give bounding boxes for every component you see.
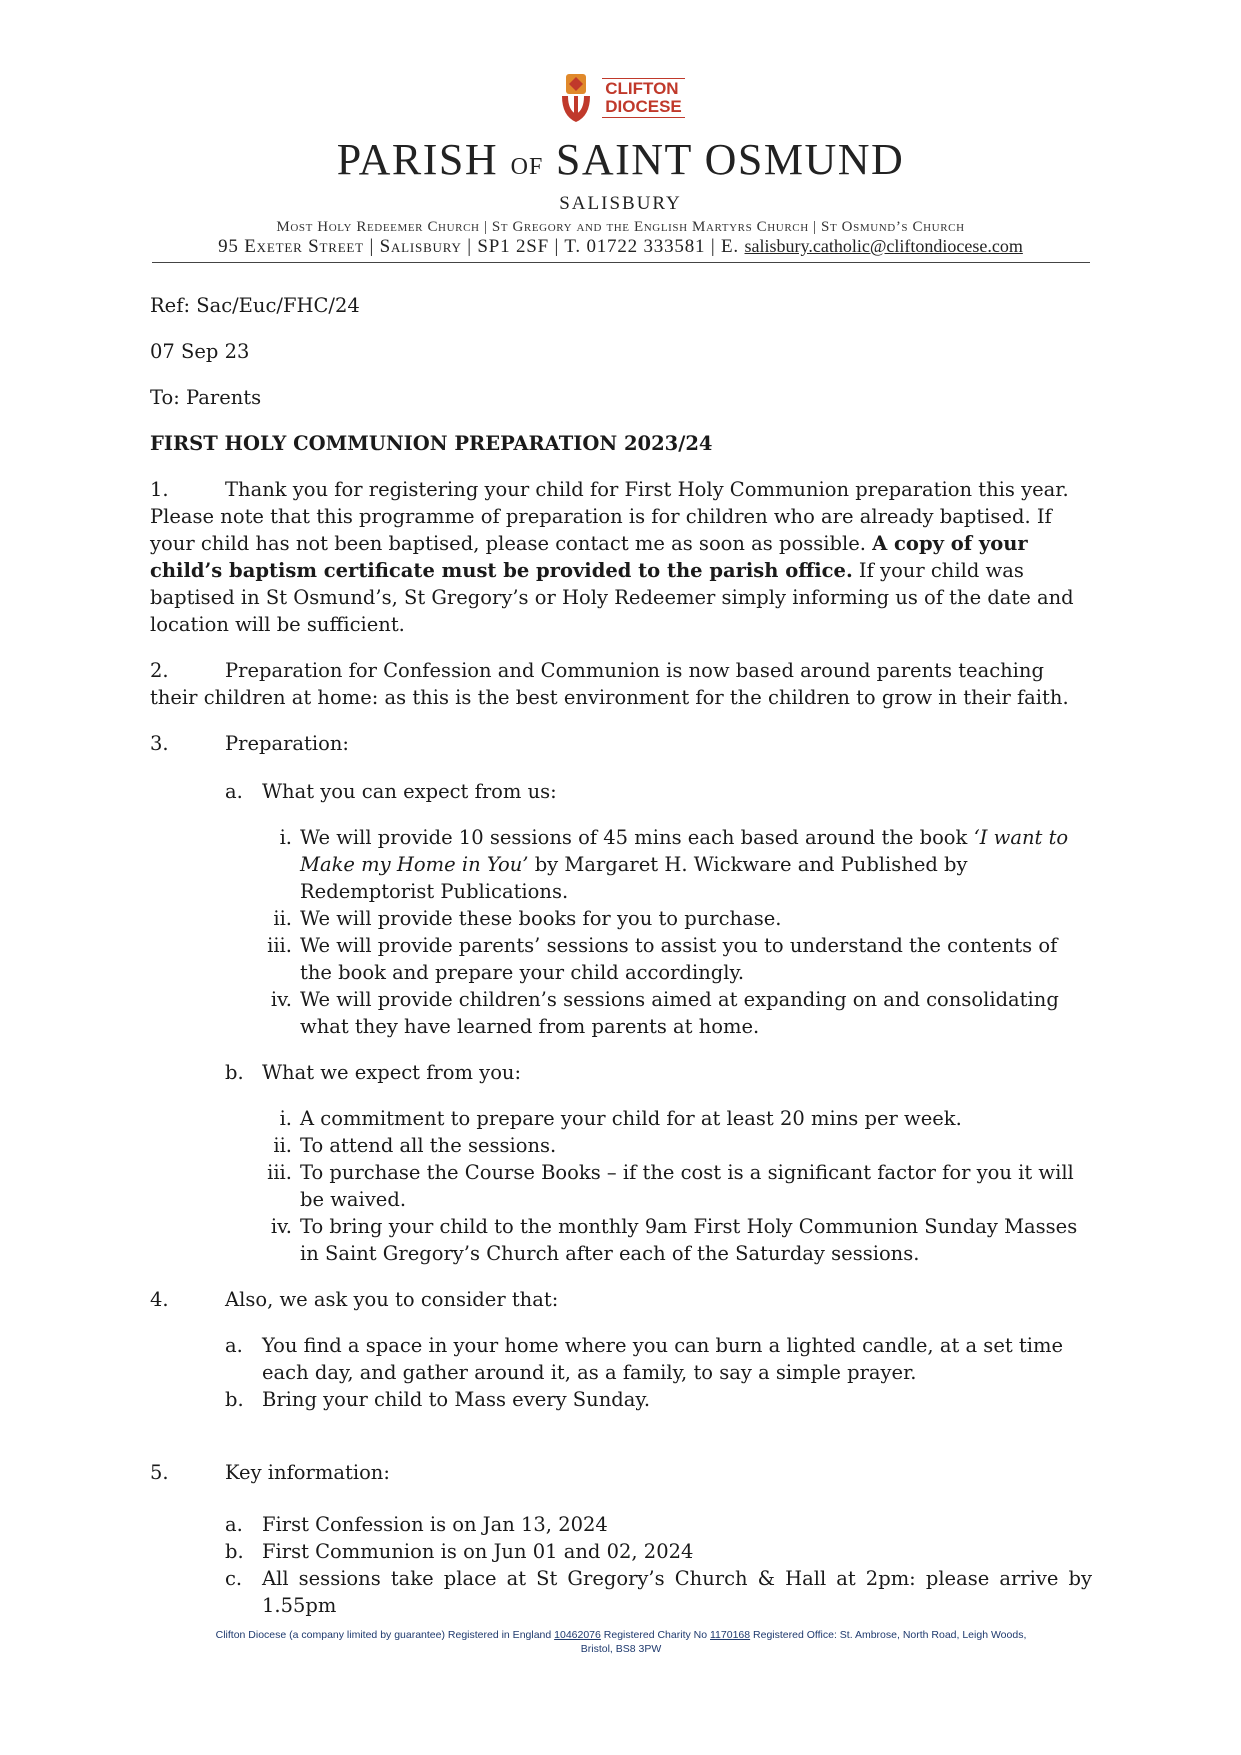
paragraph-5-text: Key information: <box>225 1461 390 1484</box>
footer-text: Clifton Diocese (a company limited by guarantee) Registered in England <box>215 1629 555 1641</box>
letter-title: FIRST HOLY COMMUNION PREPARATION 2023/24 <box>150 432 713 455</box>
paragraph-2 <box>150 657 1092 711</box>
parish-title-of: OF <box>510 154 544 180</box>
item-text: Bring your child to Mass every Sunday. <box>262 1388 651 1411</box>
section-3a-list <box>267 824 1092 1040</box>
page-footer <box>150 1628 1092 1656</box>
company-reg-number[interactable]: 10462076 <box>554 1629 601 1641</box>
address-text: 95 Exeter Street | Salisbury | SP1 2SF | T. 01722 333581 | E. <box>218 236 739 257</box>
item-label: i. <box>279 1107 292 1130</box>
item-label: i. <box>279 826 292 849</box>
list-item <box>225 1386 1092 1413</box>
diocese-crest-icon <box>556 72 596 124</box>
item-label: ii. <box>273 1134 292 1157</box>
section-3a-heading <box>225 778 1092 805</box>
item-label: b. <box>225 1061 244 1084</box>
item-text: First Communion is on Jun 01 and 02, 2024 <box>262 1540 694 1563</box>
item-label: a. <box>225 1334 243 1357</box>
list-item <box>267 932 1092 986</box>
diocese-logo <box>556 72 685 124</box>
list-item <box>225 1332 1092 1386</box>
footer-text: Registered Charity No <box>600 1629 710 1641</box>
letterhead <box>0 72 1241 258</box>
item-label: ii. <box>273 907 292 930</box>
email-link[interactable]: salisbury.catholic@cliftondiocese.com <box>744 236 1023 256</box>
logo-line-2: DIOCESE <box>605 97 682 116</box>
recipient: To: Parents <box>150 386 262 409</box>
paragraph-number: 2. <box>150 659 169 682</box>
section-4-list <box>225 1332 1092 1413</box>
item-text: We will provide 10 sessions of 45 mins each based around the book <box>300 826 974 849</box>
paragraph-1-text-a: Thank you for registering your child for First Holy Communion preparation this year. Please note that this programme of preparation is for children who are already baptised. If your child has not been baptised, please contact me as soon as possible. <box>150 478 1069 555</box>
book-title: ‘I want to Make my Home in You’ <box>300 826 1069 876</box>
paragraph-1-text-b: If your child was baptised in St Osmund’s, St Gregory’s or Holy Redeemer simply informing us of the date and location will be sufficient. <box>150 559 1074 636</box>
item-text: To purchase the Course Books – if the cost is a significant factor for you it will be waived. <box>300 1161 1074 1211</box>
item-text: First Confession is on Jan 13, 2024 <box>262 1513 608 1536</box>
paragraph-number: 3. <box>150 732 169 755</box>
paragraph-2-text: Preparation for Confession and Communion is now based around parents teaching their children at home: as this is the best environment for the children to grow in their faith. <box>150 659 1069 709</box>
item-label: iv. <box>270 988 292 1011</box>
item-text: You find a space in your home where you can burn a lighted candle, at a set time each day, and gather around it, as a family, to say a simple prayer. <box>262 1334 1063 1384</box>
list-item <box>270 1213 1092 1267</box>
item-text: We will provide children’s sessions aimed at expanding on and consolidating what they have learned from parents at home. <box>300 988 1059 1038</box>
parish-title-part1: PARISH <box>336 135 499 184</box>
paragraph-number: 5. <box>150 1461 169 1484</box>
letter-body <box>150 292 1092 1638</box>
letter-date: 07 Sep 23 <box>150 340 250 363</box>
parish-title <box>0 136 1241 191</box>
section-3a-text: What you can expect from us: <box>262 780 557 803</box>
paragraph-1 <box>150 476 1092 638</box>
paragraph-4-text: Also, we ask you to consider that: <box>225 1288 559 1311</box>
list-item <box>279 1105 1092 1132</box>
item-label: a. <box>225 1513 243 1536</box>
item-text: A commitment to prepare your child for at least 20 mins per week. <box>300 1107 962 1130</box>
item-label: c. <box>225 1567 243 1590</box>
section-3b-heading <box>225 1059 1092 1086</box>
list-item <box>225 1565 1092 1619</box>
paragraph-5 <box>150 1459 1092 1486</box>
item-text: All sessions take place at St Gregory’s Church & Hall at 2pm: please arrive by 1.55pm <box>262 1567 1092 1617</box>
item-label: b. <box>225 1388 244 1411</box>
section-5-list <box>225 1511 1092 1619</box>
logo-text <box>602 78 685 118</box>
item-text: by Margaret H. Wickware and Published by Redemptorist Publications. <box>300 853 968 903</box>
paragraph-number: 4. <box>150 1288 169 1311</box>
paragraph-4 <box>150 1286 1092 1313</box>
item-label: a. <box>225 780 243 803</box>
paragraph-3-text: Preparation: <box>225 732 349 755</box>
footer-line-2: Bristol, BS8 3PW <box>580 1643 662 1655</box>
city-name: SALISBURY <box>559 193 682 214</box>
list-item <box>225 1511 1092 1538</box>
list-item <box>279 824 1092 905</box>
list-item <box>270 986 1092 1040</box>
item-text: To bring your child to the monthly 9am First Holy Communion Sunday Masses in Saint Gregory’s Church after each of the Saturday sessions. <box>300 1215 1078 1265</box>
churches-line: Most Holy Redeemer Church | St Gregory and the English Martyrs Church | St Osmund’s Church <box>276 219 965 235</box>
header-divider <box>152 262 1090 263</box>
item-label: b. <box>225 1540 244 1563</box>
footer-text: Registered Office: St. Ambrose, North Road, Leigh Woods, <box>750 1629 1027 1641</box>
charity-number[interactable]: 1170168 <box>710 1629 751 1641</box>
item-label: iv. <box>270 1215 292 1238</box>
item-label: iii. <box>267 934 292 957</box>
parish-title-part2: SAINT OSMUND <box>555 135 905 184</box>
item-text: We will provide these books for you to purchase. <box>300 907 782 930</box>
list-item <box>273 1132 1092 1159</box>
list-item <box>225 1538 1092 1565</box>
section-3b-text: What we expect from you: <box>262 1061 522 1084</box>
list-item <box>267 1159 1092 1213</box>
section-3b-list <box>267 1105 1092 1267</box>
paragraph-number: 1. <box>150 478 169 501</box>
item-label: iii. <box>267 1161 292 1184</box>
item-text: To attend all the sessions. <box>300 1134 557 1157</box>
paragraph-3 <box>150 730 1092 757</box>
logo-line-1: CLIFTON <box>605 79 679 98</box>
footer-line-1 <box>150 1628 1092 1642</box>
item-text: We will provide parents’ sessions to assist you to understand the contents of the book and prepare your child accordingly. <box>300 934 1058 984</box>
list-item <box>273 905 1092 932</box>
address-line <box>0 236 1241 258</box>
paragraph-1-bold: A copy of your child’s baptism certificate must be provided to the parish office. <box>150 532 1028 582</box>
reference: Ref: Sac/Euc/FHC/24 <box>150 294 360 317</box>
